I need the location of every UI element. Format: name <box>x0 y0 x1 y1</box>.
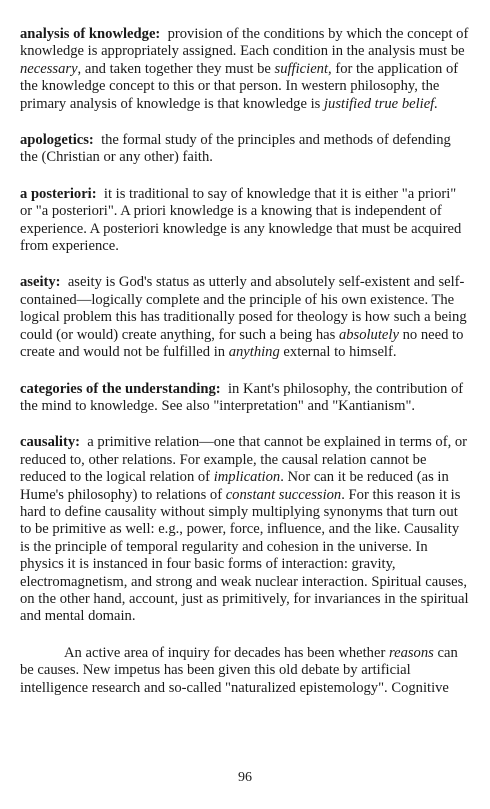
paragraph-text: can be causes. New impetus has been given this old debate by artificial intelligence research and so-called "naturalized epistemology". Cognitive <box>20 644 458 696</box>
entry-term: aseity: <box>20 274 61 291</box>
emphasis: necessary <box>20 60 78 77</box>
entry-categories-of-the-understanding <box>20 381 472 416</box>
entry-term: categories of the understanding: <box>20 380 221 397</box>
emphasis: sufficient <box>274 60 329 77</box>
emphasis: anything <box>228 344 280 361</box>
emphasis: justified true belief <box>323 95 435 112</box>
entry-definition: . Nor can it be reduced (as in Hume's philosophy) to relations of <box>20 469 449 503</box>
emphasis: reasons <box>388 644 434 661</box>
emphasis: implication <box>213 469 281 486</box>
page-number: 96 <box>238 770 252 785</box>
entry-definition: . For this reason it is hard to define causality without simply multiplying synonyms that turn out to be primitive as well: e.g., power, force, influence, and the like. Causality is the principle of temporal regularity and cohesion in the universe. In physics it is instanced in four basic forms of interaction: gravity, electromagnetism, and strong and weak nuclear interaction. Spiritual causes, on the other hand, account, just as primitively, for invariances in the spiritual and mental domain. <box>20 486 469 625</box>
entry-term: apologetics: <box>20 132 94 149</box>
entry-a-posteriori <box>20 186 472 256</box>
entry-definition: aseity is God's status as utterly and absolutely self-existent and self-contained—logically complete and the principle of his own existence. The logical problem this has traditionally posed for theology is how such a being could (or would) create anything, for such a being has <box>20 274 467 343</box>
entry-definition: , for the application of the knowledge concept to this or that person. In western philosophy, the primary analysis of knowledge is that knowledge is <box>20 60 459 112</box>
entry-definition: in Kant's philosophy, the contribution of the mind to knowledge. See also "interpretation" and "Kantianism". <box>20 380 464 414</box>
entry-causality <box>20 434 472 625</box>
entry-definition: , and taken together they must be <box>77 60 275 77</box>
emphasis: constant succession <box>225 486 342 503</box>
glossary-page <box>20 26 472 716</box>
entry-definition: external to himself. <box>279 344 397 361</box>
entry-definition: no need to create and would not be fulfilled in <box>20 326 464 361</box>
entry-definition: the formal study of the principles and methods of defending the (Christian or any other) faith. <box>20 132 451 166</box>
paragraph-text: An active area of inquiry for decades has been whether <box>64 644 389 661</box>
entry-definition: provision of the conditions by which the concept of knowledge is appropriately assigned. Each condition in the analysis must be <box>20 26 469 60</box>
entry-term: analysis of knowledge: <box>20 26 161 42</box>
entry-apologetics <box>20 132 472 167</box>
emphasis: absolutely <box>338 326 399 343</box>
entry-definition: it is traditional to say of knowledge that it is either "a priori" or "a posteriori". A priori knowledge is a knowing that is independent of experience. A posteriori knowledge is any knowledge that must be acquired from experience. <box>20 185 462 255</box>
entry-analysis-of-knowledge <box>20 26 472 113</box>
entry-definition: . <box>434 95 438 112</box>
continuation-paragraph <box>20 645 472 697</box>
entry-term: causality: <box>20 434 80 451</box>
entry-term: a posteriori: <box>20 185 97 202</box>
entry-aseity <box>20 274 472 361</box>
entry-definition: a primitive relation—one that cannot be explained in terms of, or reduced to, other relations. For example, the causal relation cannot be reduced to the logical relation of <box>20 434 468 486</box>
